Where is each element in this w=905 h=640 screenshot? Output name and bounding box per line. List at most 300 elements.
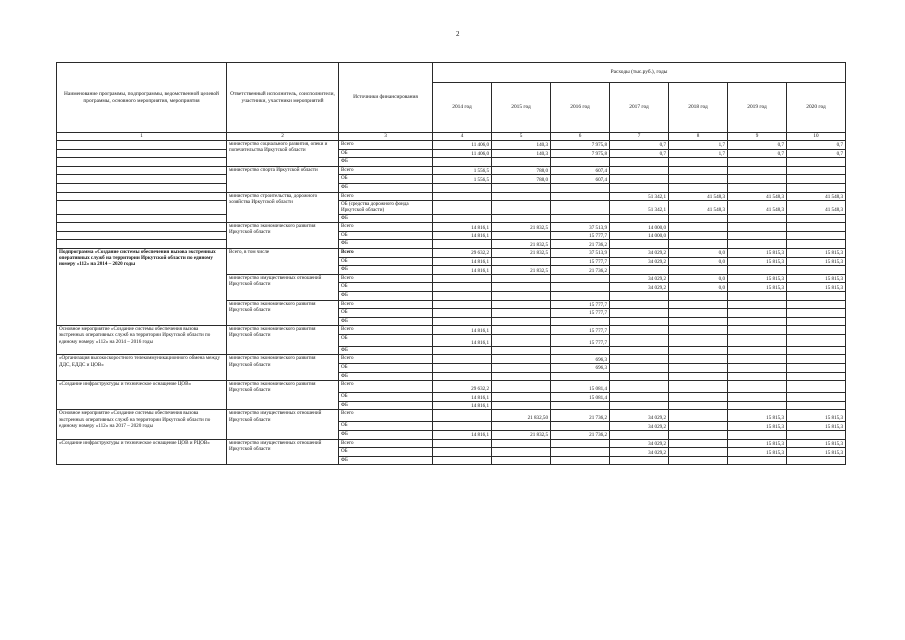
program-cell xyxy=(57,240,227,249)
value-cell xyxy=(669,355,728,364)
value-cell: 15 815,3 xyxy=(728,283,787,292)
program-cell xyxy=(57,223,227,232)
value-cell xyxy=(728,158,787,167)
value-cell xyxy=(492,257,551,266)
value-cell xyxy=(787,456,846,465)
program-cell xyxy=(57,166,227,175)
value-cell: 14 816,1 xyxy=(433,401,492,410)
value-cell: 21 736,2 xyxy=(551,410,610,422)
executor-cell: министерство экономического развития Иркутской области xyxy=(227,355,339,381)
value-cell: 15 815,3 xyxy=(728,410,787,422)
column-number: 9 xyxy=(728,133,787,141)
value-cell xyxy=(728,300,787,309)
value-cell xyxy=(492,192,551,201)
value-cell xyxy=(492,183,551,192)
value-cell: 21 832,50 xyxy=(492,410,551,422)
value-cell: 34 029,2 xyxy=(610,248,669,257)
value-cell: 15 815,3 xyxy=(728,257,787,266)
value-cell xyxy=(787,401,846,410)
value-cell: 1,7 xyxy=(669,141,728,150)
value-cell: 0,7 xyxy=(610,149,669,158)
source-cell: Всего xyxy=(339,141,433,150)
program-cell: «Создание инфраструктуры и техническое оснащение ЦОВ и РЦОВ» xyxy=(57,439,227,465)
value-cell: 21 736,2 xyxy=(551,266,610,275)
value-cell xyxy=(551,291,610,300)
source-cell: ФБ xyxy=(339,346,433,355)
value-cell xyxy=(728,309,787,318)
value-cell xyxy=(433,309,492,318)
value-cell xyxy=(728,266,787,275)
value-cell xyxy=(610,158,669,167)
value-cell xyxy=(610,431,669,440)
value-cell xyxy=(669,266,728,275)
value-cell: 0,7 xyxy=(610,141,669,150)
value-cell xyxy=(610,317,669,326)
value-cell xyxy=(669,158,728,167)
value-cell: 15 815,3 xyxy=(787,448,846,457)
program-cell xyxy=(57,183,227,192)
value-cell xyxy=(492,231,551,240)
value-cell xyxy=(610,401,669,410)
value-cell xyxy=(787,175,846,184)
value-cell xyxy=(787,372,846,381)
value-cell: 15 815,3 xyxy=(728,274,787,283)
value-cell xyxy=(787,291,846,300)
value-cell: 14 816,1 xyxy=(433,334,492,346)
source-cell: ФБ xyxy=(339,266,433,275)
value-cell xyxy=(433,410,492,422)
value-cell xyxy=(551,401,610,410)
value-cell xyxy=(433,422,492,431)
page-number: 2 xyxy=(456,30,460,38)
value-cell: 21 832,5 xyxy=(492,223,551,232)
source-cell: Всего xyxy=(339,410,433,422)
value-cell xyxy=(610,393,669,402)
table-header xyxy=(57,63,846,141)
value-cell xyxy=(728,326,787,335)
value-cell xyxy=(492,448,551,457)
value-cell xyxy=(492,326,551,335)
value-cell xyxy=(492,317,551,326)
value-cell xyxy=(492,456,551,465)
value-cell: 140,3 xyxy=(492,149,551,158)
value-cell: 41 548,3 xyxy=(669,201,728,214)
value-cell: 607,4 xyxy=(551,175,610,184)
value-cell: 34 029,2 xyxy=(610,410,669,422)
table-row xyxy=(57,223,846,232)
value-cell xyxy=(610,334,669,346)
source-cell: ОБ xyxy=(339,448,433,457)
source-cell: ОБ xyxy=(339,231,433,240)
value-cell: 21 832,5 xyxy=(492,266,551,275)
value-cell xyxy=(669,381,728,393)
value-cell: 14 816,1 xyxy=(433,223,492,232)
executor-cell: министерство строительства, дорожного хозяйства Иркутской области xyxy=(227,192,339,223)
value-cell xyxy=(610,346,669,355)
program-cell xyxy=(57,231,227,240)
value-cell xyxy=(669,317,728,326)
value-cell: 0,0 xyxy=(669,283,728,292)
value-cell: 15 815,3 xyxy=(787,283,846,292)
value-cell xyxy=(610,381,669,393)
value-cell: 37 513,9 xyxy=(551,223,610,232)
value-cell xyxy=(433,214,492,223)
table-body xyxy=(57,141,846,465)
value-cell xyxy=(669,240,728,249)
source-cell: ОБ xyxy=(339,257,433,266)
value-cell: 140,3 xyxy=(492,141,551,150)
value-cell xyxy=(669,448,728,457)
source-cell: ОБ xyxy=(339,149,433,158)
value-cell: 41 548,3 xyxy=(787,192,846,201)
value-cell xyxy=(610,326,669,335)
value-cell: 15 777,7 xyxy=(551,300,610,309)
value-cell xyxy=(492,346,551,355)
source-cell: ФБ xyxy=(339,183,433,192)
value-cell xyxy=(492,283,551,292)
source-cell: ОБ xyxy=(339,393,433,402)
value-cell: 51 342,1 xyxy=(610,201,669,214)
column-number: 2 xyxy=(227,133,339,141)
value-cell xyxy=(669,422,728,431)
value-cell xyxy=(492,291,551,300)
program-cell xyxy=(57,201,227,214)
source-cell: ОБ (средства дорожного фонда Иркутской области) xyxy=(339,201,433,214)
value-cell xyxy=(492,393,551,402)
value-cell xyxy=(787,334,846,346)
value-cell xyxy=(610,364,669,373)
value-cell xyxy=(787,266,846,275)
value-cell xyxy=(551,183,610,192)
value-cell xyxy=(492,422,551,431)
value-cell xyxy=(551,214,610,223)
source-cell: ФБ xyxy=(339,158,433,167)
source-cell: ФБ xyxy=(339,456,433,465)
value-cell xyxy=(492,201,551,214)
value-cell xyxy=(492,214,551,223)
table-row xyxy=(57,183,846,192)
value-cell xyxy=(669,364,728,373)
source-cell: ОБ xyxy=(339,422,433,431)
value-cell: 34 029,2 xyxy=(610,283,669,292)
value-cell xyxy=(787,309,846,318)
table-row xyxy=(57,141,846,150)
table-row xyxy=(57,240,846,249)
value-cell xyxy=(492,158,551,167)
executor-cell: министерство имущественных отношений Иркутской области xyxy=(227,274,339,300)
table-row xyxy=(57,355,846,364)
value-cell xyxy=(669,223,728,232)
value-cell xyxy=(728,291,787,300)
header-year: 2018 год xyxy=(669,83,728,133)
program-cell: «Создание инфраструктуры и техническое оснащение ЦОВ» xyxy=(57,381,227,410)
table-row xyxy=(57,201,846,214)
value-cell xyxy=(433,372,492,381)
table-row xyxy=(57,158,846,167)
value-cell xyxy=(551,201,610,214)
value-cell xyxy=(610,372,669,381)
source-cell: ФБ xyxy=(339,431,433,440)
value-cell xyxy=(492,364,551,373)
value-cell xyxy=(669,326,728,335)
value-cell xyxy=(669,175,728,184)
column-number: 5 xyxy=(492,133,551,141)
value-cell: 51 342,1 xyxy=(610,192,669,201)
source-cell: Всего xyxy=(339,274,433,283)
source-cell: Всего xyxy=(339,248,433,257)
source-cell: Всего xyxy=(339,439,433,448)
value-cell xyxy=(433,291,492,300)
value-cell: 21 832,5 xyxy=(492,431,551,440)
value-cell xyxy=(433,448,492,457)
value-cell: 34 029,2 xyxy=(610,439,669,448)
value-cell xyxy=(787,223,846,232)
table-row xyxy=(57,214,846,223)
value-cell: 15 815,3 xyxy=(787,257,846,266)
source-cell: Всего xyxy=(339,300,433,309)
value-cell xyxy=(728,393,787,402)
value-cell: 0,0 xyxy=(669,248,728,257)
program-cell xyxy=(57,192,227,201)
executor-cell: министерство экономического развития Иркутской области xyxy=(227,381,339,410)
executor-cell: министерство спорта Иркутской области xyxy=(227,166,339,192)
value-cell xyxy=(551,158,610,167)
table-row xyxy=(57,175,846,184)
value-cell: 0,7 xyxy=(728,141,787,150)
source-cell: Всего xyxy=(339,381,433,393)
value-cell xyxy=(492,439,551,448)
header-executor: Ответственный исполнитель, соисполнители, участники, участники мероприятий xyxy=(227,63,339,133)
value-cell xyxy=(787,355,846,364)
value-cell xyxy=(728,364,787,373)
value-cell: 15 815,3 xyxy=(728,248,787,257)
header-year: 2020 год xyxy=(787,83,846,133)
value-cell: 15 815,3 xyxy=(787,274,846,283)
value-cell: 41 548,3 xyxy=(787,201,846,214)
value-cell xyxy=(728,317,787,326)
value-cell xyxy=(551,274,610,283)
value-cell xyxy=(669,231,728,240)
value-cell xyxy=(787,364,846,373)
value-cell xyxy=(787,346,846,355)
value-cell: 607,4 xyxy=(551,166,610,175)
value-cell: 7 975,8 xyxy=(551,149,610,158)
value-cell xyxy=(610,240,669,249)
value-cell xyxy=(551,317,610,326)
value-cell: 7 975,8 xyxy=(551,141,610,150)
source-cell: Всего xyxy=(339,355,433,364)
header-year: 2019 год xyxy=(728,83,787,133)
value-cell xyxy=(669,309,728,318)
value-cell: 37 513,9 xyxy=(551,248,610,257)
value-cell: 11 406,0 xyxy=(433,149,492,158)
value-cell: 15 815,3 xyxy=(787,439,846,448)
program-cell xyxy=(57,158,227,167)
program-cell: «Организация высокоскоростного телекоммуникационного обмена между ДДС, ЕДДС и ЦОВ» xyxy=(57,355,227,381)
source-cell: ФБ xyxy=(339,372,433,381)
value-cell: 41 548,3 xyxy=(728,192,787,201)
value-cell: 21 736,2 xyxy=(551,240,610,249)
value-cell: 15 815,3 xyxy=(787,248,846,257)
value-cell: 21 736,2 xyxy=(551,431,610,440)
value-cell xyxy=(610,214,669,223)
value-cell xyxy=(669,393,728,402)
table-row xyxy=(57,192,846,201)
executor-cell: министерство имущественных отношений Иркутской области xyxy=(227,439,339,465)
value-cell: 29 632,2 xyxy=(433,248,492,257)
value-cell xyxy=(551,422,610,431)
value-cell xyxy=(787,231,846,240)
value-cell: 696,3 xyxy=(551,355,610,364)
column-number: 4 xyxy=(433,133,492,141)
value-cell xyxy=(610,456,669,465)
value-cell: 696,3 xyxy=(551,364,610,373)
value-cell xyxy=(610,183,669,192)
table-row xyxy=(57,381,846,393)
value-cell xyxy=(787,158,846,167)
value-cell xyxy=(492,300,551,309)
program-cell: Подпрограмма «Создание системы обеспечения вызова экстренных оперативных служб на территории Иркутской области по единому номеру «112» на 2014 – 2020 годы xyxy=(57,248,227,325)
value-cell xyxy=(551,346,610,355)
value-cell: 21 832,5 xyxy=(492,240,551,249)
table-row xyxy=(57,248,846,257)
value-cell: 1 556,5 xyxy=(433,166,492,175)
value-cell: 34 029,2 xyxy=(610,448,669,457)
value-cell xyxy=(787,326,846,335)
value-cell: 0,7 xyxy=(787,141,846,150)
executor-cell: министерство экономического развития Иркутской области xyxy=(227,300,339,326)
value-cell xyxy=(610,175,669,184)
value-cell xyxy=(787,214,846,223)
value-cell xyxy=(551,439,610,448)
value-cell xyxy=(492,372,551,381)
value-cell xyxy=(551,192,610,201)
value-cell xyxy=(551,372,610,381)
value-cell: 34 029,2 xyxy=(610,257,669,266)
value-cell: 0,0 xyxy=(669,274,728,283)
header-year: 2017 год xyxy=(610,83,669,133)
value-cell: 34 029,2 xyxy=(610,422,669,431)
value-cell xyxy=(669,183,728,192)
value-cell xyxy=(433,355,492,364)
program-cell: Основное мероприятие «Создание системы обеспечения вызова экстренных оперативных служб на территории Иркутской области по единому номеру «112» на 2017 – 2020 годы xyxy=(57,410,227,439)
value-cell xyxy=(669,431,728,440)
value-cell xyxy=(728,240,787,249)
source-cell: ФБ xyxy=(339,291,433,300)
value-cell xyxy=(610,355,669,364)
source-cell: ОБ xyxy=(339,309,433,318)
value-cell xyxy=(728,372,787,381)
value-cell: 14 000,0 xyxy=(610,223,669,232)
value-cell xyxy=(728,166,787,175)
value-cell xyxy=(433,439,492,448)
value-cell xyxy=(610,309,669,318)
value-cell xyxy=(787,381,846,393)
value-cell xyxy=(728,214,787,223)
table-row xyxy=(57,166,846,175)
value-cell: 1,7 xyxy=(669,149,728,158)
source-cell: ОБ xyxy=(339,334,433,346)
value-cell: 14 816,1 xyxy=(433,431,492,440)
value-cell xyxy=(669,439,728,448)
source-cell: Всего xyxy=(339,166,433,175)
source-cell: ОБ xyxy=(339,283,433,292)
source-cell: ФБ xyxy=(339,214,433,223)
value-cell xyxy=(669,401,728,410)
value-cell: 15 815,3 xyxy=(787,422,846,431)
header-source: Источники финансирования xyxy=(339,63,433,133)
value-cell: 1 556,5 xyxy=(433,175,492,184)
value-cell: 14 816,1 xyxy=(433,231,492,240)
source-cell: ФБ xyxy=(339,240,433,249)
value-cell xyxy=(728,223,787,232)
column-number-row xyxy=(57,133,846,141)
value-cell xyxy=(492,274,551,283)
value-cell xyxy=(669,291,728,300)
executor-cell: министерство экономического развития Иркутской области xyxy=(227,326,339,355)
value-cell: 788,0 xyxy=(492,166,551,175)
value-cell xyxy=(492,355,551,364)
value-cell: 15 777,7 xyxy=(551,334,610,346)
column-number: 8 xyxy=(669,133,728,141)
table-row xyxy=(57,149,846,158)
value-cell: 14 816,1 xyxy=(433,326,492,335)
value-cell xyxy=(433,274,492,283)
value-cell xyxy=(728,346,787,355)
header-expenses: Расходы (тыс.руб.), годы xyxy=(433,63,846,83)
value-cell xyxy=(433,183,492,192)
value-cell: 15 777,7 xyxy=(551,257,610,266)
value-cell xyxy=(669,334,728,346)
value-cell: 15 777,7 xyxy=(551,231,610,240)
value-cell xyxy=(669,410,728,422)
value-cell xyxy=(551,283,610,292)
table-row xyxy=(57,326,846,335)
column-number: 6 xyxy=(551,133,610,141)
source-cell: ОБ xyxy=(339,175,433,184)
header-year: 2014 год xyxy=(433,83,492,133)
value-cell: 41 548,3 xyxy=(669,192,728,201)
value-cell xyxy=(433,456,492,465)
value-cell: 15 081,4 xyxy=(551,381,610,393)
value-cell: 14 816,1 xyxy=(433,266,492,275)
value-cell: 15 081,4 xyxy=(551,393,610,402)
value-cell xyxy=(610,266,669,275)
program-cell xyxy=(57,214,227,223)
financing-table xyxy=(56,62,846,465)
value-cell xyxy=(669,346,728,355)
value-cell xyxy=(492,309,551,318)
value-cell: 34 029,2 xyxy=(610,274,669,283)
source-cell: Всего xyxy=(339,192,433,201)
value-cell xyxy=(433,300,492,309)
value-cell xyxy=(728,431,787,440)
value-cell: 14 816,1 xyxy=(433,393,492,402)
value-cell: 15 815,3 xyxy=(728,448,787,457)
value-cell xyxy=(492,401,551,410)
value-cell xyxy=(728,231,787,240)
value-cell xyxy=(787,431,846,440)
value-cell xyxy=(551,456,610,465)
value-cell xyxy=(787,317,846,326)
value-cell: 41 548,3 xyxy=(728,201,787,214)
value-cell xyxy=(610,300,669,309)
source-cell: Всего xyxy=(339,223,433,232)
value-cell xyxy=(433,240,492,249)
source-cell: ФБ xyxy=(339,317,433,326)
value-cell xyxy=(433,283,492,292)
value-cell xyxy=(492,381,551,393)
